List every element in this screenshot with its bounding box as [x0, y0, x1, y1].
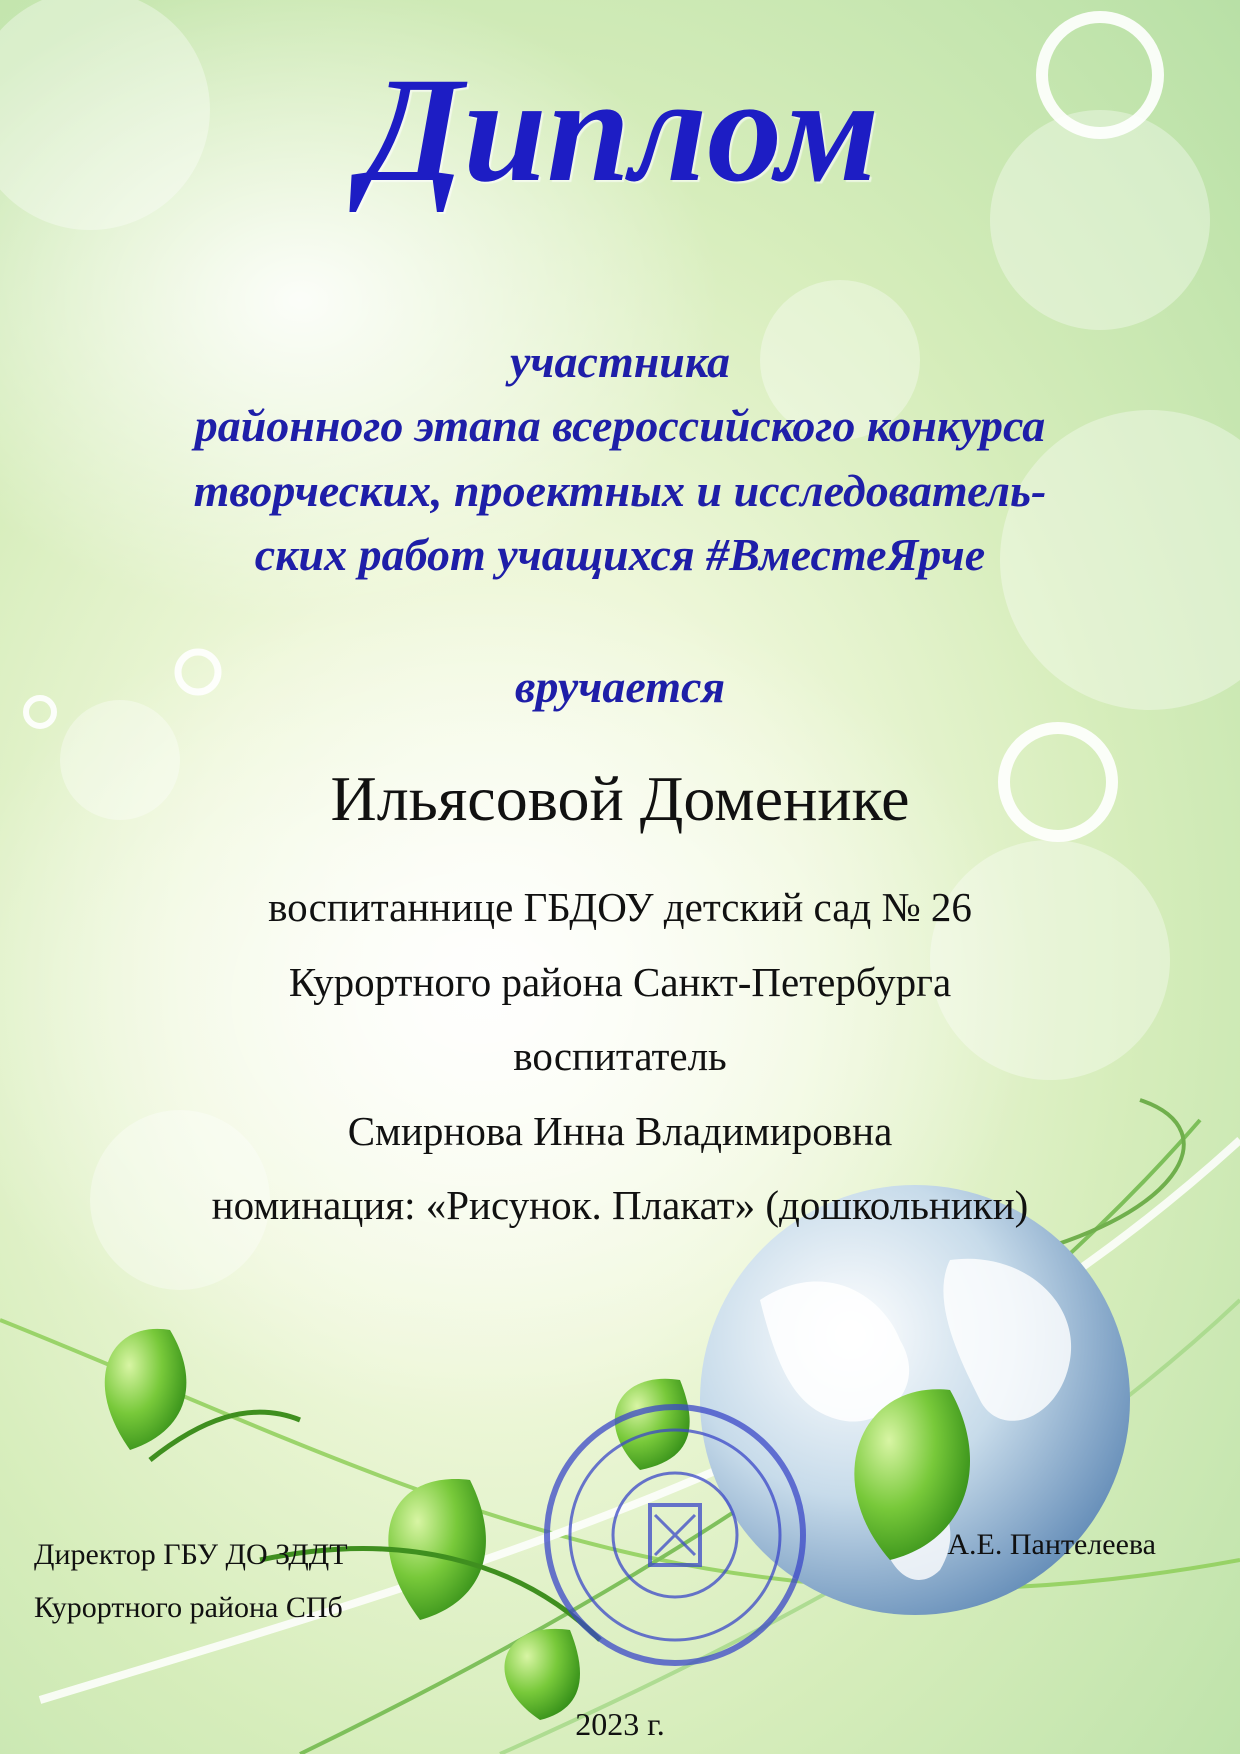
signer-name: А.Е. Пантелеева: [947, 1528, 1156, 1561]
recipient-details: [0, 870, 1240, 1243]
details-line: воспитаннице ГБДОУ детский сад № 26: [268, 884, 972, 930]
diploma-year: 2023 г.: [575, 1706, 665, 1742]
signer-position: [34, 1528, 348, 1635]
signer-position-line: Курортного района СПб: [34, 1591, 343, 1625]
details-line: Курортного района Санкт-Петербурга: [288, 958, 952, 1005]
awarded-label: вручается: [514, 661, 726, 712]
subtitle-line: участника: [509, 336, 731, 387]
subtitle-line: ских работ учащихся #ВместеЯрче: [254, 529, 986, 581]
details-line: Смирнова Инна Владимировна: [347, 1107, 893, 1154]
recipient-name: Ильясовой Доменике: [330, 763, 910, 834]
subtitle-line: районного этапа всероссийского конкурса: [194, 400, 1046, 452]
details-line: воспитатель: [513, 1033, 727, 1080]
diploma-subtitle: [0, 330, 1240, 588]
diploma-title: Диплом: [360, 47, 880, 213]
signer-position-line: Директор ГБУ ДО ЗДДТ: [34, 1538, 348, 1571]
details-line: номинация: «Рисунок. Плакат» (дошкольники): [211, 1182, 1029, 1229]
subtitle-line: творческих, проектных и исследователь-: [193, 464, 1047, 516]
